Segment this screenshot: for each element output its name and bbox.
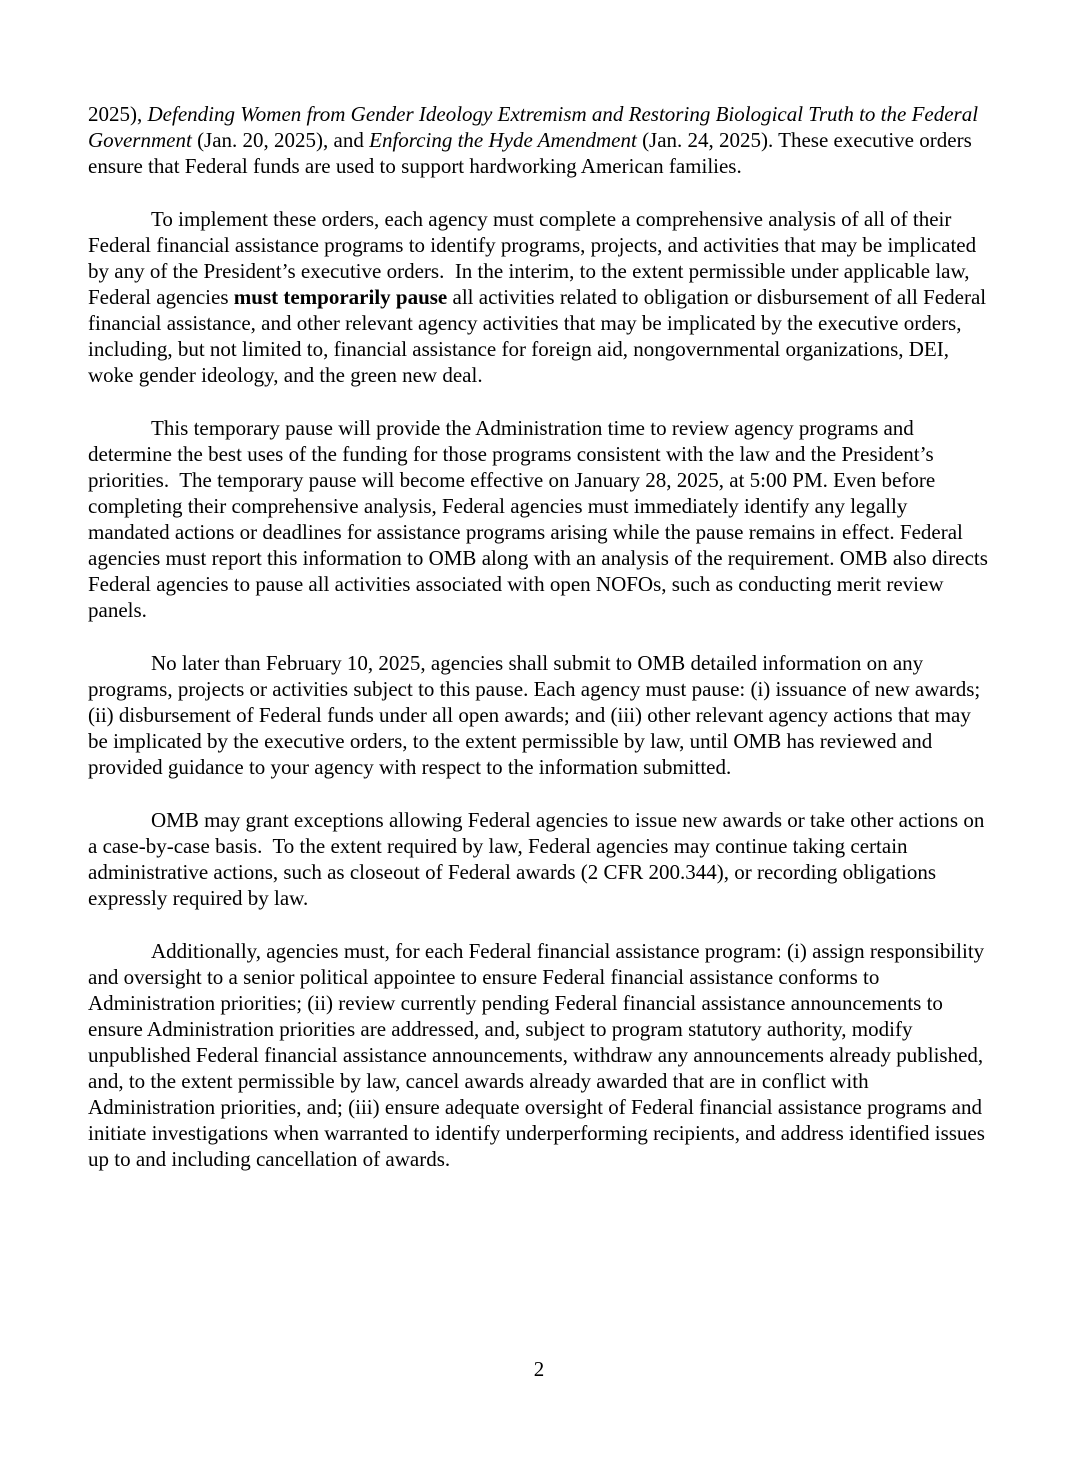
page-number: 2: [533, 1357, 545, 1381]
text-run: must temporarily pause: [233, 285, 448, 309]
text-run: Defending Women from Gender Ideology Extremism and Restoring Biological Truth to the Federal Government: [88, 102, 984, 152]
paragraph: [88, 807, 990, 911]
text-run: OMB may grant exceptions allowing Federal agencies to issue new awards or take other actions on a case-by-case basis. To the extent required by law, Federal agencies may continue taking certain administrative actions, such as closeout of Federal awards (2 CFR 200.344), or recording obligations expressly required by law.: [88, 808, 990, 910]
text-run: To implement these orders, each agency must complete a comprehensive analysis of all of their Federal financial assistance programs to identify programs, projects, and activities that may be implicated by any of the President’s executive orders. In the interim, to the extent permissible under applicable law, Federal agencies: [88, 207, 982, 309]
text-run: No later than February 10, 2025, agencies shall submit to OMB detailed information on any programs, projects or activities subject to this pause. Each agency must pause: (i) issuance of new awards; (ii) disbursement of Federal funds under all open awards; and (iii) other relevant agency actions that may be implicated by the executive orders, to the extent permissible by law, until OMB has reviewed and provided guidance to your agency with respect to the information submitted.: [88, 651, 986, 779]
text-run: This temporary pause will provide the Administration time to review agency programs and determine the best uses of the funding for those programs consistent with the law and the President’s priorities. The temporary pause will become effective on January 28, 2025, at 5:00 PM. Even before completing their comprehensive analysis, Federal agencies must immediately identify any legally mandated actions or deadlines for assistance programs arising while the pause remains in effect. Federal agencies must report this information to OMB along with an analysis of the requirement. OMB also directs Federal agencies to pause all activities associated with open NOFOs, such as conducting merit review panels.: [88, 416, 994, 622]
text-run: 2025),: [88, 102, 148, 126]
paragraph: [88, 938, 990, 1172]
paragraph: [88, 650, 990, 780]
paragraph: [88, 415, 994, 623]
document-body: [88, 101, 994, 1199]
paragraph: [88, 101, 990, 179]
paragraph: [88, 206, 990, 388]
text-run: (Jan. 20, 2025), and: [191, 128, 370, 152]
text-run: Additionally, agencies must, for each Federal financial assistance program: (i) assign responsibility and oversight to a senior political appointee to ensure Federal financial assistance conforms to Administration priorities; (ii) review currently pending Federal financial assistance announcements to ensure Administration priorities are addressed, and, subject to program statutory authority, modify unpublished Federal financial assistance announcements, withdraw any announcements already published, and, to the extent permissible by law, cancel awards already awarded that are in conflict with Administration priorities, and; (iii) ensure adequate oversight of Federal financial assistance programs and initiate investigations when warranted to identify underperforming recipients, and address identified issues up to and including cancellation of awards.: [88, 939, 991, 1171]
text-run: Enforcing the Hyde Amendment: [369, 128, 637, 152]
text-run: (Jan. 24, 2025). These executive orders ensure that Federal funds are used to support hardworking American families.: [88, 128, 977, 178]
text-run: all activities related to obligation or disbursement of all Federal financial assistance, and other relevant agency activities that may be implicated by the executive orders, including, but not limited to, financial assistance for foreign aid, nongovernmental organizations, DEI, woke gender ideology, and the green new deal.: [88, 285, 992, 387]
